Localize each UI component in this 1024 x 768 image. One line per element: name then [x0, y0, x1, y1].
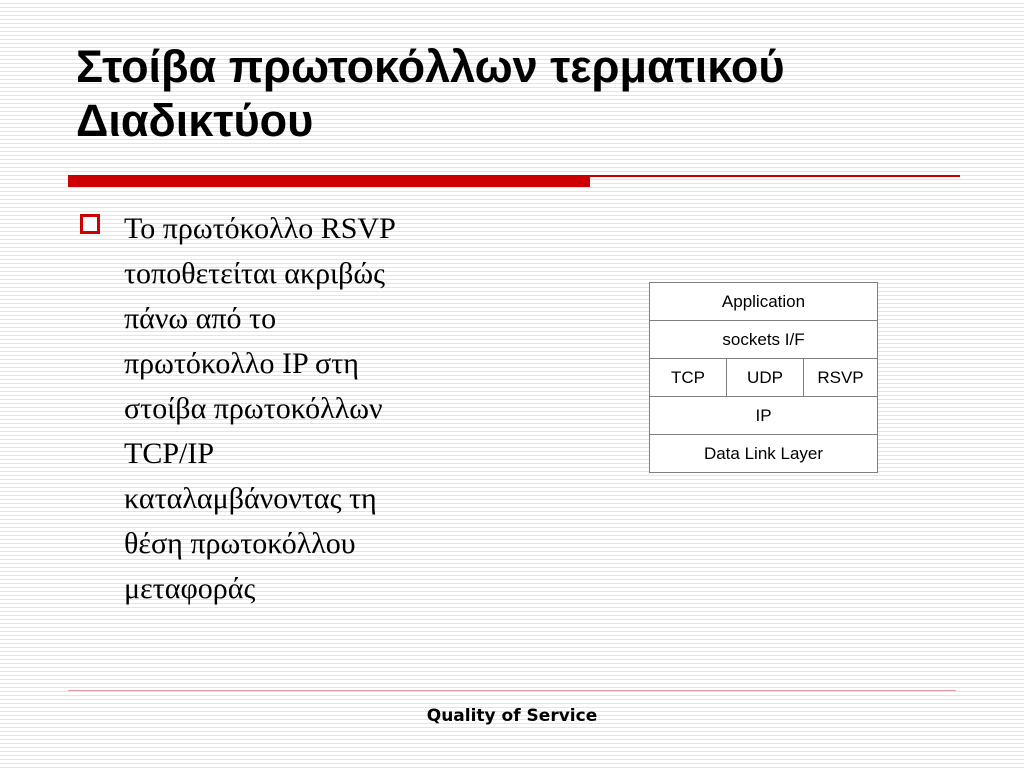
stack-cell-sockets: sockets I/F — [650, 321, 878, 359]
bullet-text — [124, 206, 504, 611]
stack-row-application — [650, 283, 878, 321]
stack-row-transport — [650, 359, 878, 397]
bullet-text-line: καταλαμβάνοντας τη — [124, 482, 377, 515]
stack-cell-rsvp: RSVP — [804, 359, 878, 397]
bullet-text-line: πρωτόκολλο IP στη — [124, 347, 359, 380]
slide-title-line-2: Διαδικτύου — [76, 95, 314, 146]
bullet-text-line: στοίβα πρωτοκόλλων — [124, 392, 383, 425]
hollow-square-bullet-icon — [80, 214, 100, 234]
footer-text: Quality of Service — [426, 706, 598, 726]
stack-cell-ip: IP — [650, 397, 878, 435]
title-underline-thick — [68, 175, 590, 187]
stack-cell-tcp: TCP — [650, 359, 727, 397]
bullet-text-line: πάνω από το — [124, 302, 277, 335]
slide-title-line-1: Στοίβα πρωτοκόλλων τερματικού — [76, 41, 785, 92]
stack-cell-udp: UDP — [727, 359, 804, 397]
bullet-text-line: TCP/IP — [124, 437, 215, 470]
footer-divider — [68, 690, 956, 691]
bullet-text-line: θέση πρωτοκόλλου — [124, 527, 356, 560]
stack-row-sockets — [650, 321, 878, 359]
stack-row-ip — [650, 397, 878, 435]
bullet-text-line: Το πρωτόκολλο RSVP — [124, 212, 396, 245]
stack-cell-application: Application — [650, 283, 878, 321]
stack-row-datalink — [650, 435, 878, 473]
slide-title — [76, 40, 976, 148]
title-underline-thin — [590, 175, 960, 177]
stack-cell-datalink: Data Link Layer — [650, 435, 878, 473]
bullet-text-line: μεταφοράς — [124, 572, 256, 605]
protocol-stack-table — [649, 282, 878, 473]
bullet-text-line: τοποθετείται ακριβώς — [124, 257, 386, 290]
